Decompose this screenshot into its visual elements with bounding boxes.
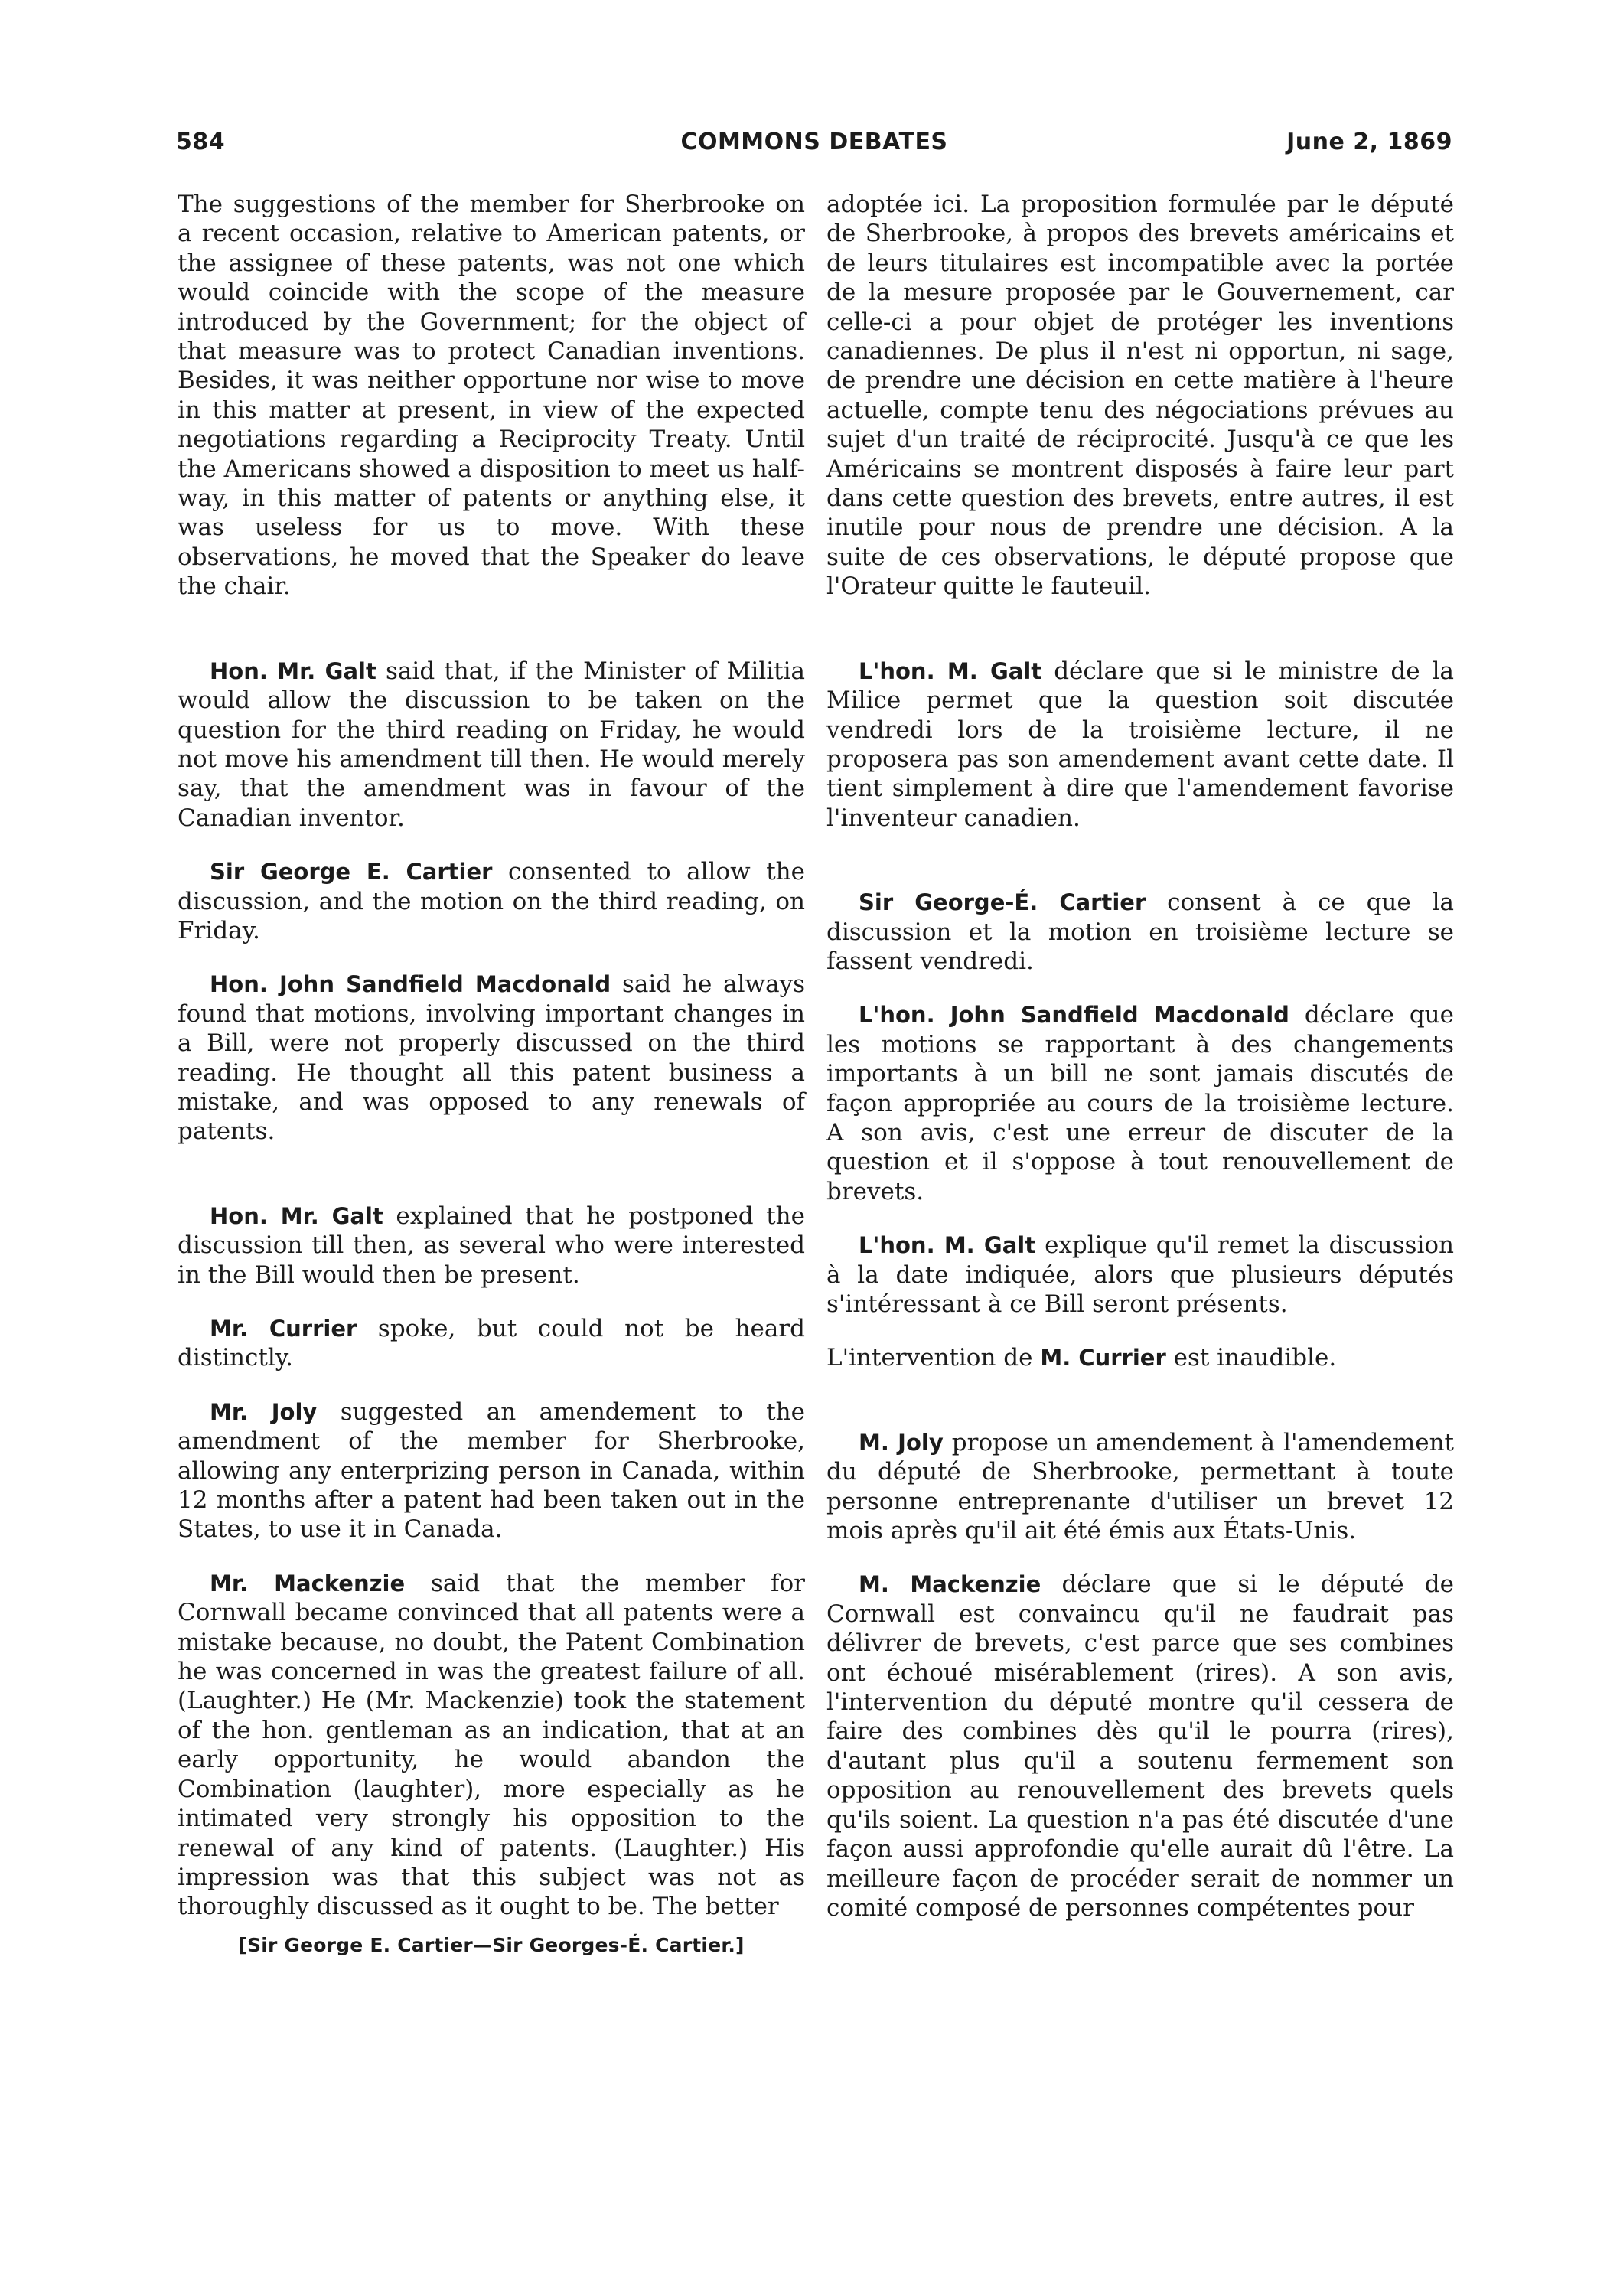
speaker-name: Hon. John Sandfield Macdonald <box>210 971 611 998</box>
speech-text: suggested an amendement to the amendment of the member for Sherbrooke, allowing any enterprizing person in Canada, within 12 months after a patent had been taken out in the States, to use it in Canada. <box>178 1397 805 1544</box>
paragraph: adoptée ici. La proposition formulée par le député de Sherbrooke, à propos des brevets américains et de leurs titulaires est incompatible avec la portée de la mesure proposée par le Gouvernement, car celle-ci a pour objet de protéger les inventions canadiennes. De plus il n'est ni opportun, ni sage, de prendre une décision en cette matière à l'heure actuelle, compte tenu des négociations prévues au sujet d'un traité de réciprocité. Jusqu'à ce que les Américains se montrent disposés à faire leur part dans cette question des brevets, entre autres, il est inutile pour nous de prendre une décision. A la suite de ces observations, le député propose que l'Orateur quitte le fauteuil. <box>826 191 1454 601</box>
speaker-name: M. Currier <box>1040 1345 1166 1371</box>
speech-text: spoke, but could not be heard distinctly. <box>178 1315 805 1372</box>
english-column <box>178 190 805 1960</box>
page-number: 584 <box>176 129 226 155</box>
speaker-name: Hon. Mr. Galt <box>210 657 376 684</box>
speech-text: consent à ce que la discussion et la motion en troisième lecture se fassent vendredi. <box>826 889 1454 975</box>
paragraph <box>178 970 805 1146</box>
paragraph <box>826 1570 1454 1923</box>
paragraph <box>178 1569 805 1922</box>
paragraph <box>178 1202 805 1290</box>
speech-text: déclare que si le député de Cornwall est convaincu qu'il ne faudrait pas délivrer de brevets, c'est parce que ses combines ont échoué misérablement (rires). A son avis, l'intervention du député montre qu'il cessera de faire des combines dès qu'il le pourra (rires), d'autant plus qu'il a soutenu fermement son opposition au renouvellement des brevets quels qu'ils soient. La question n'a pas été discutée d'une façon aussi approfondie qu'elle aurait dû l'être. La meilleure façon de procéder serait de nommer un comité composé de personnes compétentes pour <box>826 1570 1454 1922</box>
paragraph <box>826 1343 1454 1372</box>
speech-text: said he always found that motions, involving important changes in a Bill, were not properly discussed on the third reading. He thought all this patent business a mistake, and was opposed to any renewals of patents. <box>178 970 805 1146</box>
speech-text: est inaudible. <box>1165 1344 1337 1372</box>
paragraph <box>178 857 805 945</box>
speaker-name: L'hon. M. Galt <box>859 1232 1036 1259</box>
speaker-name: Sir George-É. Cartier <box>859 889 1146 916</box>
speaker-name: Mr. Currier <box>210 1316 357 1342</box>
speech-text: propose un amendement à l'amendement du député de Sherbrooke, permettant à toute personne entreprenante d'utiliser un brevet 12 mois après qu'il ait été émis aux États-Unis. <box>826 1428 1455 1545</box>
speaker-name: Sir George E. Cartier <box>210 859 493 885</box>
speech-text: déclare que si le ministre de la Milice permet que la question soit discutée vendredi lors de la troisième lecture, il ne proposera pas son amendement avant cette date. Il tient simplement à dire que l'amendement favorise l'inventeur canadien. <box>826 657 1454 832</box>
paragraph <box>826 1428 1454 1546</box>
speaker-name: M. Mackenzie <box>859 1571 1041 1598</box>
paragraph <box>178 1314 805 1373</box>
speech-text: said that, if the Minister of Militia would allow the discussion to be taken on the question for the third reading on Friday, he would not move his amendment till then. He would merely say, that the amendment was in favour of the Canadian inventor. <box>178 657 805 832</box>
speech-text: L'intervention de <box>826 1344 1041 1372</box>
speech-text: consented to allow the discussion, and the motion on the third reading, on Friday. <box>178 858 805 944</box>
speech-text: explained that he postponed the discussion till then, as several who were interested in the Bill would then be present. <box>178 1202 805 1289</box>
paragraph <box>178 657 805 833</box>
speaker-name: L'hon. John Sandfield Macdonald <box>859 1002 1289 1029</box>
speech-text: explique qu'il remet la discussion à la date indiquée, alors que plusieurs députés s'intéressant à ce Bill seront présents. <box>826 1231 1454 1318</box>
paragraph: The suggestions of the member for Sherbrooke on a recent occasion, relative to American patents, or the assignee of these patents, was not one which would coincide with the scope of the measure introduced by the Government; for the object of that measure was to protect Canadian inventions. Besides, it was neither opportune nor wise to move in this matter at present, in view of the expected negotiations regarding a Reciprocity Treaty. Until the Americans showed a disposition to meet us half-way, in this matter of patents or anything else, it was useless for us to move. With these observations, he moved that the Speaker do leave the chair. <box>178 191 805 601</box>
speech-text: déclare que les motions se rapportant à des changements importants à un bill ne sont jamais discutés de façon appropriée au cours de la troisième lecture. A son avis, c'est une erreur de discuter de la question et il s'oppose à tout renouvellement de brevets. <box>826 1001 1454 1205</box>
footnote: [Sir George E. Cartier—Sir Georges-É. Cartier.] <box>238 1933 745 1956</box>
speaker-name: M. Joly <box>859 1429 944 1456</box>
paragraph <box>826 657 1454 833</box>
paragraph <box>826 1231 1454 1319</box>
speaker-name: L'hon. M. Galt <box>859 657 1042 684</box>
speech-text: said that the member for Cornwall became convinced that all patents were a mistake because, no doubt, the Patent Combination he was concerned in was the greatest failure of all. (Laughter.) He (Mr. Mackenzie) took the statement of the hon. gentleman as an indication, that at an early opportunity, he would abandon the Combination (laughter), more especially as he intimated very strongly his opposition to the renewal of any kind of patents. (Laughter.) His impression was that this subject was not as thoroughly discussed as it ought to be. The better <box>178 1569 805 1921</box>
speaker-name: Hon. Mr. Galt <box>210 1202 383 1229</box>
paragraph <box>826 888 1454 976</box>
speaker-name: Mr. Mackenzie <box>210 1570 406 1596</box>
sitting-date: June 2, 1869 <box>1286 129 1452 155</box>
french-column <box>826 190 1454 1923</box>
paragraph <box>178 1397 805 1544</box>
page-header <box>176 129 1452 162</box>
speaker-name: Mr. Joly <box>210 1398 318 1425</box>
paragraph <box>826 1000 1454 1206</box>
publication-title: COMMONS DEBATES <box>680 129 948 155</box>
